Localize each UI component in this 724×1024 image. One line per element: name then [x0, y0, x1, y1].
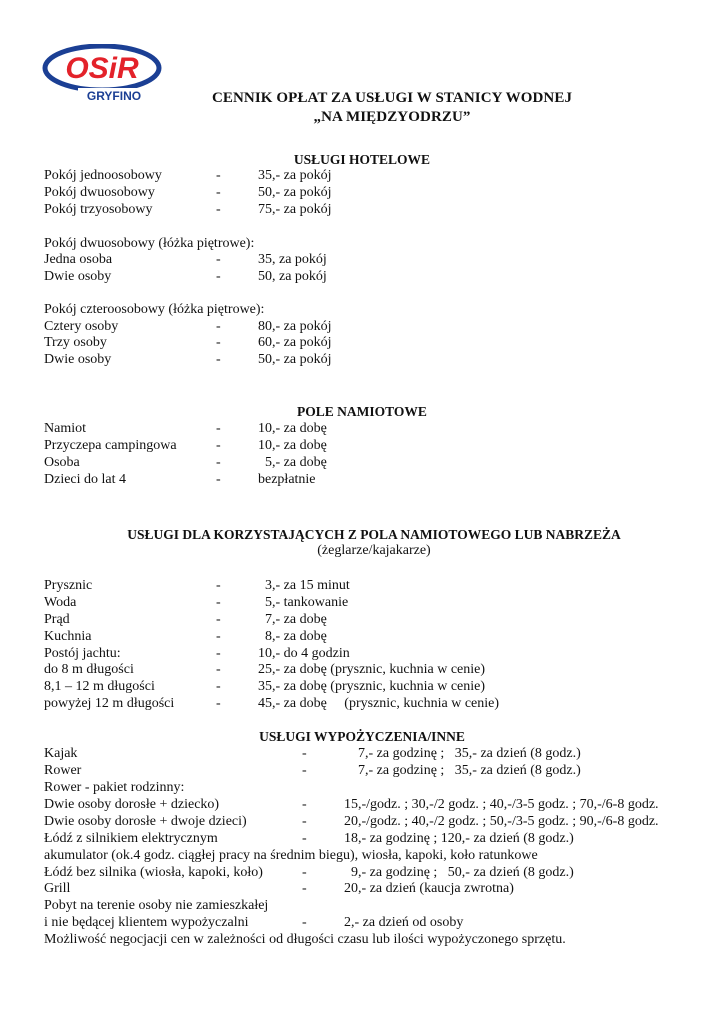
section-heading-services: USŁUGI DLA KORZYSTAJĄCYCH Z POLA NAMIOTOWEGO LUB NABRZEŻA: [127, 527, 621, 542]
group-label: Pokój dwuosobowy (łóżka piętrowe):: [44, 236, 255, 251]
page-title: CENNIK OPŁAT ZA USŁUGI W STANICY WODNEJ: [211, 90, 573, 106]
section-heading-camping: POLE NAMIOTOWE: [297, 404, 427, 419]
note-line: akumulator (ok.4 godz. ciągłej pracy na średnim biegu), wiosła, kapoki, koło ratunkowe: [44, 848, 538, 863]
group-label: Pokój czteroosobowy (łóżka piętrowe):: [44, 302, 265, 317]
note-line: Pobyt na terenie osoby nie zamieszkałej: [44, 898, 269, 913]
section-heading-hotel: USŁUGI HOTELOWE: [293, 152, 431, 167]
footer-note: Możliwość negocjacji cen w zależności od długości czasu lub ilości wypożyczonego sprzętu.: [44, 932, 566, 947]
logo-city: GRYFINO: [86, 89, 142, 102]
logo-brand: OSiR: [65, 52, 139, 85]
section-heading-rental: USŁUGI WYPOŻYCZENIA/INNE: [259, 729, 465, 744]
page-subtitle: „NA MIĘDZYODRZU”: [313, 109, 471, 125]
group-label: Rower - pakiet rodzinny:: [44, 780, 185, 795]
section-subheading: (żeglarze/kajakarze): [317, 543, 431, 558]
